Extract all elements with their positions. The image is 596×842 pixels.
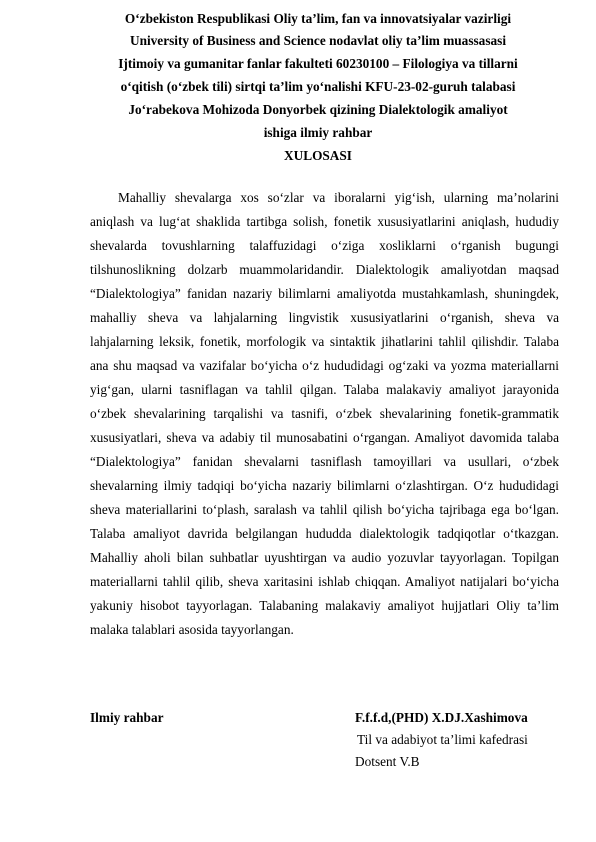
header-faculty: Ijtimoiy va gumanitar fanlar fakulteti 60230100 – Filologiya va tillarni: [118, 56, 518, 71]
conclusion-text: Mahalliy shevalarga xos so‘zlar va iboralarni yig‘ish, ularning ma’nolarini aniqlash va lug‘at shaklida tartibga solish, fonetik xususiyatlarini aniqlash, hududiy shevalarda tovushlarning talaffuzidagi o‘ziga xosliklarni o‘rganish bugungi tilshunoslikning dolzarb muammolaridandir. Dialektologik amaliyotdan maqsad “Dialektologiya” fanidan nazariy bilimlarni amaliyotda mustahkamlash, shuningdek, mahalliy sheva va lahjalarning lingvistik xususiyatlarini o‘rganish, sheva va lahjalarning leksik, fonetik, morfologik va sintaktik jihatlarini tahlil qilishdir. Talaba ana shu maqsad va vazifalar bo‘yicha o‘z hududidagi og‘zaki va yozma materiallarni yig‘gan, ularni tasniflagan va tahlil qilgan. Talaba malakaviy amaliyot jarayonida o‘zbek shevalarining tarqalishi va tasnifi, o‘zbek shevalarining fonetik-grammatik xususiyatlari, sheva va adabiy til munosabatini o‘rgangan. Amaliyot davomida talaba “Dialektologiya” fanidan shevalarni tasniflash tamoyillari va usullari, o‘zbek shevalarning ilmiy tadqiqi bo‘yicha nazariy bilimlarni o‘zlashtirgan. O‘z hududidagi sheva materiallarini to‘plash, saralash va tahlil qilish bo‘yicha tajribaga ega bo‘lgan. Talaba amaliyot davrida belgilangan hududda dialektologik tadqiqotlar o‘tkazgan. Mahalliy aholi bilan suhbatlar uyushtirgan va audio yozuvlar tayyorlagan. Topilgan materiallarni tahlil qilib, sheva xaritasini ishlab chiqqan. Amaliyot natijalari bo‘yicha yakuniy hisobot tayyorlagan. Talabaning malakaviy amaliyot hujjatlari Oliy ta’lim malaka talablari asosida tayyorlangan.: [90, 190, 559, 637]
header-ministry: O‘zbekiston Respublikasi Oliy ta’lim, fan va innovatsiyalar vazirligi: [124, 11, 512, 26]
header-role: ishiga ilmiy rahbar: [263, 125, 373, 140]
supervisor-name: F.f.f.d,(PHD) X.DJ.Xashimova: [355, 710, 528, 725]
supervisor-label: Ilmiy rahbar: [90, 710, 164, 725]
document-title: XULOSASI: [284, 148, 352, 163]
header-program: o‘qitish (o‘zbek tili) sirtqi ta’lim yo‘nalishi KFU-23-02-guruh talabasi: [120, 79, 516, 94]
conclusion-paragraph: [90, 186, 559, 642]
header-student: Jo‘rabekova Mohizoda Donyorbek qizining Dialektologik amaliyot: [128, 102, 508, 117]
header-university: University of Business and Science nodavlat oliy ta’lim muassasasi: [129, 33, 507, 48]
supervisor-department: Til va adabiyot ta’limi kafedrasi: [357, 732, 528, 747]
supervisor-position: Dotsent V.B: [355, 754, 420, 769]
